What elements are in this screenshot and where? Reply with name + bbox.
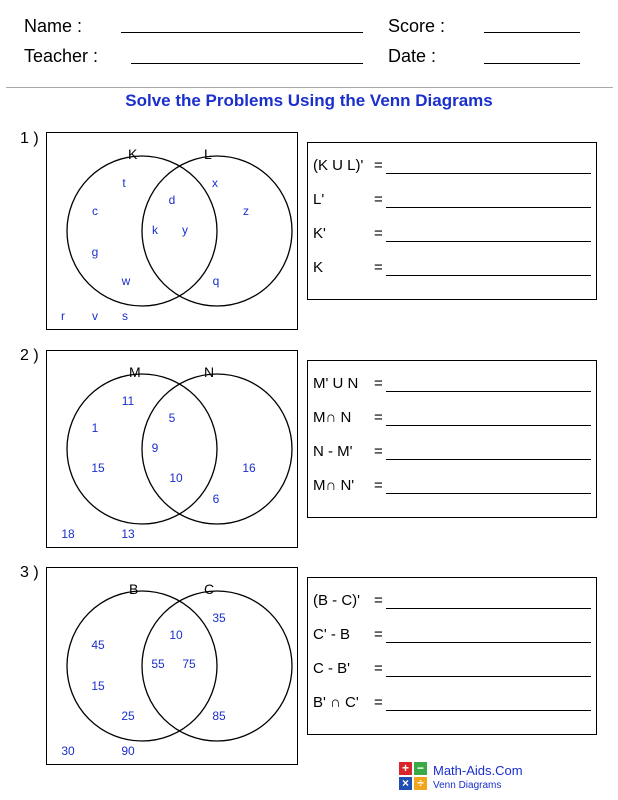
header-divider [6,87,613,88]
equals-sign: = [374,157,383,174]
brand-name: Math-Aids.Com [433,763,523,778]
teacher-label: Teacher : [24,46,99,66]
worksheet-title: Solve the Problems Using the Venn Diagrams [125,91,493,110]
equals-sign: = [374,694,383,711]
element: v [92,309,98,323]
question: C - B' [313,660,351,677]
score-label: Score : [388,16,446,36]
question: (K U L)' [313,157,364,174]
equals-sign: = [374,592,383,609]
plus-icon: + [399,762,412,775]
question: M' U N [313,375,359,392]
question-box-2 [307,360,597,518]
element: 30 [61,744,75,758]
answer-line[interactable] [386,425,591,426]
element: 90 [121,744,135,758]
element: 16 [242,461,256,475]
question: B' ∩ C' [313,694,359,711]
equals-sign: = [374,626,383,643]
element: c [92,204,98,218]
element: 75 [182,657,196,671]
element: 18 [61,527,75,541]
venn-circles [47,351,299,549]
equals-sign: = [374,477,383,494]
times-icon: × [399,777,412,790]
score-line[interactable] [484,32,580,33]
answer-line[interactable] [386,173,591,174]
equals-sign: = [374,443,383,460]
element: g [91,245,99,259]
date-line[interactable] [484,63,580,64]
answer-line[interactable] [386,391,591,392]
question: K' [313,225,326,242]
question: K [313,259,324,276]
set-label-b: C [204,581,215,597]
venn-diagram-1 [46,132,298,330]
element: z [243,204,249,218]
element: x [212,176,218,190]
element: k [152,223,158,237]
set-label-b: L [204,146,212,162]
set-label-a: M [129,364,141,380]
name-line[interactable] [121,32,363,33]
element: 9 [151,441,159,455]
question: L' [313,191,325,208]
answer-line[interactable] [386,676,591,677]
question: C' - B [313,626,351,643]
answer-line[interactable] [386,207,591,208]
problem-number: 3 ) [20,564,39,581]
element: d [168,193,176,207]
answer-line[interactable] [386,710,591,711]
divide-icon: ÷ [414,777,427,790]
question: N - M' [313,443,353,460]
venn-diagram-3 [46,567,298,765]
answer-line[interactable] [386,642,591,643]
venn-circles [47,133,299,331]
equals-sign: = [374,375,383,392]
venn-circles [47,568,299,766]
answer-line[interactable] [386,493,591,494]
set-label-a: B [129,581,139,597]
answer-line[interactable] [386,459,591,460]
element: 13 [121,527,135,541]
element: 10 [169,628,183,642]
teacher-line[interactable] [131,63,363,64]
element: r [61,309,65,323]
problem-number: 1 ) [20,130,39,147]
question: M∩ N [313,409,352,426]
answer-line[interactable] [386,241,591,242]
element: 25 [121,709,135,723]
venn-diagram-2 [46,350,298,548]
element: 15 [91,461,105,475]
element: q [212,274,220,288]
element: 1 [91,421,99,435]
element: 45 [91,638,105,652]
question: (B - C)' [313,592,361,609]
element: w [121,274,131,288]
element: 15 [91,679,105,693]
name-label: Name : [24,16,83,36]
set-label-b: N [204,364,215,380]
element: 10 [169,471,183,485]
element: 5 [168,411,176,425]
element: 6 [212,492,220,506]
element: 85 [212,709,226,723]
question-box-3 [307,577,597,735]
answer-line[interactable] [386,275,591,276]
set-label-a: K [128,146,138,162]
equals-sign: = [374,225,383,242]
element: s [122,309,128,323]
date-label: Date : [388,46,437,66]
element: t [122,176,126,190]
element: 35 [212,611,226,625]
answer-line[interactable] [386,608,591,609]
equals-sign: = [374,259,383,276]
equals-sign: = [374,191,383,208]
equals-sign: = [374,409,383,426]
minus-icon: − [414,762,427,775]
problem-number: 2 ) [20,347,39,364]
element: y [182,223,188,237]
question: M∩ N' [313,477,355,494]
element: 11 [121,394,135,408]
question-box-1 [307,142,597,300]
math-aids-logo-icon [399,762,427,790]
brand-subtitle: Venn Diagrams [433,780,502,791]
element: 55 [151,657,165,671]
equals-sign: = [374,660,383,677]
